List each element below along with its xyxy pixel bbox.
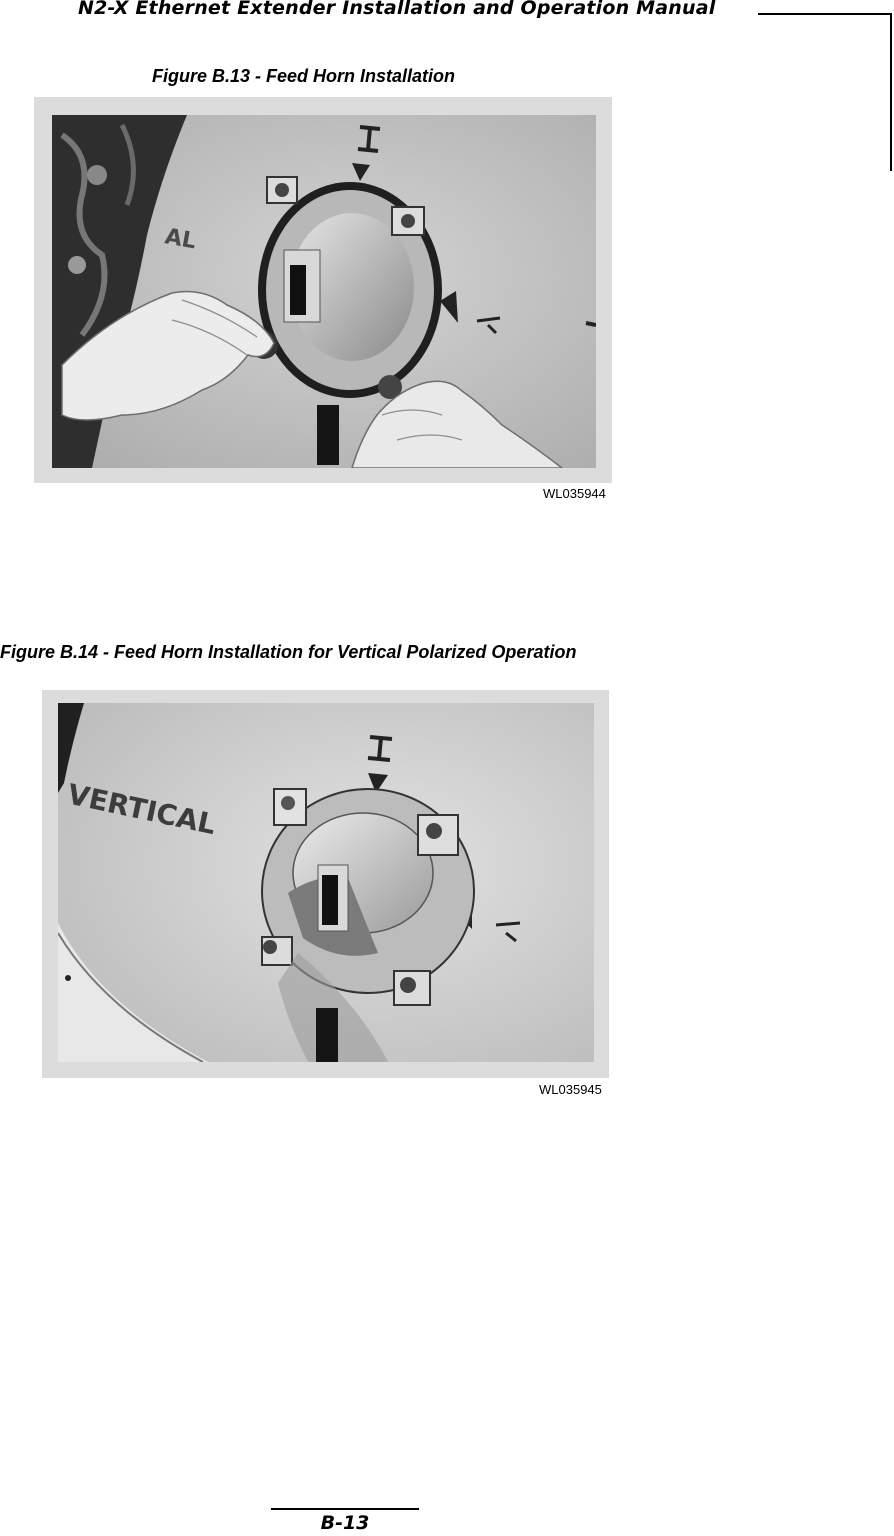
footer-rule — [271, 1508, 419, 1510]
figure-b14-photo — [58, 703, 594, 1062]
figure-b13-caption: Figure B.13 - Feed Horn Installation — [152, 66, 456, 86]
stencil-text: AL — [162, 224, 198, 255]
figure-b14-caption: Figure B.14 - Feed Horn Installation for Vertical Polarized Operation — [0, 642, 577, 662]
figure-b13-photo — [52, 115, 596, 468]
header-side-rule — [890, 13, 892, 171]
feed-horn-photo-1 — [52, 115, 596, 468]
figure-b14-id: WL035945 — [539, 1082, 602, 1097]
stencil-text: VERTICAL — [64, 777, 219, 842]
feed-horn-photo-2 — [58, 703, 594, 1062]
page-number: B-13 — [320, 1512, 370, 1534]
figure-b13-id: WL035944 — [543, 486, 606, 501]
header-rule — [758, 13, 892, 15]
manual-title: N2-X Ethernet Extender Installation and Operation Manual — [78, 0, 716, 19]
